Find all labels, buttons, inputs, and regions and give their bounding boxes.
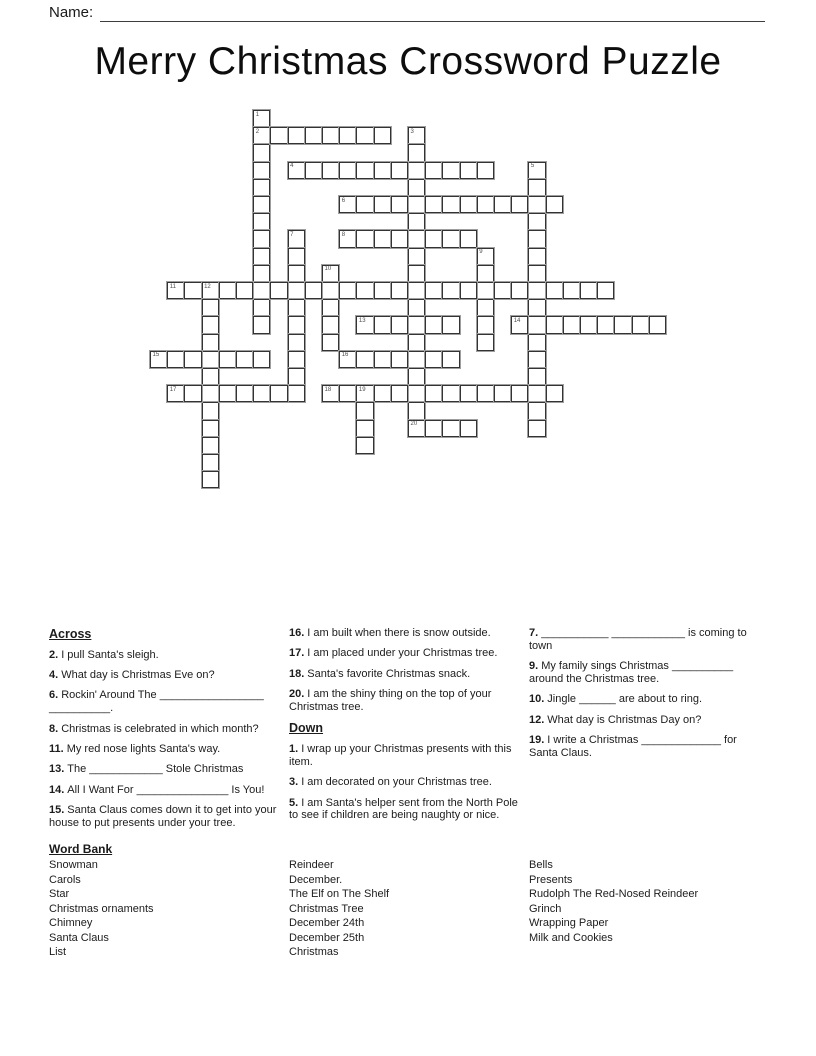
cell-number: 12 [204,283,211,290]
grid-cell[interactable] [339,351,356,368]
grid-cell[interactable] [597,282,614,299]
grid-cell[interactable] [494,385,511,402]
grid-cell[interactable] [460,385,477,402]
clue-number: 10. [529,693,545,706]
grid-cell[interactable] [391,316,408,333]
grid-cell[interactable] [253,162,270,179]
cell-number: 3 [410,128,414,135]
clue-text: I am Santa's helper sent from the North Pole to see if children are being naughty or nice. [289,796,518,822]
grid-cell[interactable] [528,299,545,316]
grid-cell[interactable] [546,316,563,333]
grid-cell[interactable] [511,282,528,299]
grid-cell[interactable] [202,316,219,333]
grid-cell[interactable] [528,179,545,196]
clue-number: 5. [289,796,299,809]
clue-number: 7. [529,627,539,639]
grid-cell[interactable] [408,162,425,179]
grid-cell[interactable] [528,230,545,247]
word-bank-item: Christmas Tree [289,902,364,915]
clue-text: ___________ ____________ is coming to town [529,627,747,652]
grid-cell[interactable] [442,316,459,333]
word-bank-item: December 24th [289,917,365,929]
grid-cell[interactable] [339,127,356,144]
clue-text: I am decorated on your Christmas tree. [301,776,492,789]
grid-cell[interactable] [408,316,425,333]
grid-cell[interactable] [442,385,459,402]
grid-cell[interactable] [356,282,373,299]
clue-number: 6. [49,689,59,702]
clue-text: Jingle ______ are about to ring. [547,693,703,706]
grid-cell[interactable] [374,316,391,333]
grid-cell[interactable] [477,248,494,265]
grid-cell[interactable] [408,127,425,144]
grid-cell[interactable] [322,316,339,333]
grid-cell[interactable] [408,402,425,419]
grid-cell[interactable] [632,316,649,333]
clues-column-down [529,627,763,767]
clue-number: 11. [49,742,64,755]
grid-cell[interactable] [546,196,563,213]
grid-cell[interactable] [391,230,408,247]
clue-text: Santa Claus comes down it to get into your house to put presents under your tree. [49,804,277,829]
grid-cell[interactable] [253,230,270,247]
grid-cell[interactable] [528,420,545,437]
grid-cell[interactable] [408,282,425,299]
word-bank-column-1 [49,858,283,960]
grid-cell[interactable] [374,196,391,213]
cell-number: 11 [169,283,176,290]
grid-cell[interactable] [408,385,425,402]
grid-cell[interactable] [253,213,270,230]
grid-cell[interactable] [494,196,511,213]
grid-cell[interactable] [511,196,528,213]
grid-cell[interactable] [391,162,408,179]
clue-text: My family sings Christmas __________ around the Christmas tree. [529,660,734,686]
grid-cell[interactable] [374,162,391,179]
word-bank-item: December. [289,873,343,886]
grid-cell[interactable] [477,385,494,402]
grid-cell[interactable] [288,299,305,316]
grid-cell[interactable] [356,420,373,437]
cell-number: 17 [169,386,177,393]
word-bank-item: Wrapping Paper [529,917,609,929]
grid-cell[interactable] [305,162,322,179]
grid-cell[interactable] [288,334,305,351]
clue-header-down: Down [289,721,324,736]
grid-cell[interactable] [270,127,287,144]
grid-cell[interactable] [425,385,442,402]
clue-text: I pull Santa's sleigh. [61,648,159,661]
grid-cell[interactable] [202,368,219,385]
name-label: Name: [49,4,94,21]
clue-text: The ____________ Stole Christmas [67,763,244,776]
cell-number: 9 [479,249,483,256]
clue-text: All I Want For _______________ Is You! [67,783,265,796]
cell-number: 14 [513,317,521,324]
grid-cell[interactable] [374,351,391,368]
grid-cell[interactable] [219,282,236,299]
word-bank-item: Snowman [49,859,98,871]
grid-cell[interactable] [202,351,219,368]
grid-cell[interactable] [425,420,442,437]
grid-cell[interactable] [528,385,545,402]
cell-number: 20 [410,421,418,428]
word-bank-item: Chimney [49,917,93,929]
grid-cell[interactable] [305,282,322,299]
grid-cell[interactable] [442,282,459,299]
grid-cell[interactable] [528,265,545,282]
grid-cell[interactable] [288,248,305,265]
name-row [49,4,765,22]
clue-number: 17. [289,647,305,660]
grid-cell[interactable] [253,299,270,316]
grid-cell[interactable] [408,299,425,316]
cell-number: 1 [255,111,260,118]
word-bank-item: List [49,946,67,958]
grid-cell[interactable] [442,230,459,247]
grid-cell[interactable] [408,230,425,247]
grid-cell[interactable] [460,230,477,247]
grid-cell[interactable] [563,316,580,333]
grid-cell[interactable] [425,316,442,333]
grid-cell[interactable] [167,282,184,299]
grid-cell[interactable] [167,351,184,368]
cell-number: 13 [358,317,366,324]
grid-cell[interactable] [253,265,270,282]
clue-item [49,743,283,756]
clue-number: 1. [289,742,299,755]
grid-cell[interactable] [408,351,425,368]
clue-number: 2. [49,648,59,661]
clue-number: 18. [289,667,305,680]
grid-cell[interactable] [202,299,219,316]
grid-cell[interactable] [528,316,545,333]
clue-item [289,647,523,660]
clue-text: I write a Christmas _____________ for Santa Claus. [529,734,737,760]
grid-cell[interactable] [614,316,631,333]
grid-cell[interactable] [477,196,494,213]
grid-cell[interactable] [253,110,270,127]
grid-cell[interactable] [305,127,322,144]
word-bank-item: Rudolph The Red-Nosed Reindeer [529,888,699,900]
clue-number: 8. [49,722,59,735]
grid-cell[interactable] [202,471,219,488]
cell-number: 5 [530,163,535,170]
grid-cell[interactable] [477,299,494,316]
word-bank-item: Santa Claus [49,931,109,944]
grid-cell[interactable] [460,282,477,299]
word-bank-item: Star [49,888,70,900]
grid-cell[interactable] [477,316,494,333]
grid-cell[interactable] [597,316,614,333]
grid-cell[interactable] [356,316,373,333]
grid-cell[interactable] [511,316,528,333]
word-bank-item: Christmas ornaments [49,902,154,915]
grid-cell[interactable] [528,162,545,179]
grid-cell[interactable] [408,196,425,213]
grid-cell[interactable] [442,162,459,179]
clue-text: My red nose lights Santa's way. [66,742,221,755]
clue-number: 13. [49,763,65,776]
grid-cell[interactable] [391,351,408,368]
grid-cell[interactable] [356,230,373,247]
grid-cell[interactable] [356,127,373,144]
grid-cell[interactable] [425,351,442,368]
cell-number: 8 [341,231,346,238]
grid-cell[interactable] [253,144,270,161]
grid-cell[interactable] [580,316,597,333]
grid-cell[interactable] [408,420,425,437]
clue-item [49,649,283,662]
grid-cell[interactable] [546,282,563,299]
grid-cell[interactable] [202,402,219,419]
grid-cell[interactable] [528,196,545,213]
grid-cell[interactable] [425,282,442,299]
grid-cell[interactable] [425,196,442,213]
cell-number: 19 [358,386,366,393]
grid-cell[interactable] [253,316,270,333]
grid-cell[interactable] [374,282,391,299]
clue-item [49,689,283,715]
grid-cell[interactable] [511,385,528,402]
grid-cell[interactable] [391,196,408,213]
grid-cell[interactable] [339,282,356,299]
grid-cell[interactable] [288,265,305,282]
word-bank-item: Presents [529,873,573,886]
grid-cell[interactable] [202,454,219,471]
grid-cell[interactable] [408,265,425,282]
grid-cell[interactable] [408,213,425,230]
grid-cell[interactable] [253,127,270,144]
clue-text: Christmas is celebrated in which month? [61,722,259,735]
grid-cell[interactable] [253,282,270,299]
word-bank-item: Christmas [289,946,339,958]
clue-text: Rockin' Around The _________________ __________. [49,689,264,715]
grid-cell[interactable] [460,420,477,437]
grid-cell[interactable] [288,282,305,299]
grid-cell[interactable] [391,282,408,299]
grid-cell[interactable] [580,282,597,299]
clue-item [529,714,763,727]
grid-cell[interactable] [322,282,339,299]
clue-text: What day is Christmas Eve on? [61,668,215,681]
grid-cell[interactable] [270,385,287,402]
grid-cell[interactable] [528,351,545,368]
clue-number: 15. [49,804,65,816]
grid-cell[interactable] [374,127,391,144]
grid-cell[interactable] [236,385,253,402]
grid-cell[interactable] [253,385,270,402]
grid-cell[interactable] [202,385,219,402]
grid-cell[interactable] [374,385,391,402]
grid-cell[interactable] [477,162,494,179]
grid-cell[interactable] [563,282,580,299]
grid-cell[interactable] [460,196,477,213]
grid-cell[interactable] [408,368,425,385]
cell-number: 4 [290,163,294,170]
clue-number: 20. [289,688,305,701]
clue-number: 14. [49,783,65,796]
grid-cell[interactable] [236,351,253,368]
grid-cell[interactable] [460,162,477,179]
clue-item [289,776,523,789]
grid-cell[interactable] [528,368,545,385]
grid-cell[interactable] [288,230,305,247]
clue-item [289,668,523,681]
clue-item [49,723,283,736]
grid-cell[interactable] [339,230,356,247]
clue-number: 12. [529,713,545,726]
grid-cell[interactable] [253,196,270,213]
grid-cell[interactable] [442,420,459,437]
clue-number: 16. [289,627,305,639]
clue-header-across: Across [49,627,92,641]
grid-cell[interactable] [288,162,305,179]
grid-cell[interactable] [442,351,459,368]
grid-cell[interactable] [219,351,236,368]
grid-cell[interactable] [528,213,545,230]
grid-cell[interactable] [528,402,545,419]
grid-cell[interactable] [442,196,459,213]
grid-cell[interactable] [184,282,201,299]
grid-cell[interactable] [528,248,545,265]
grid-cell[interactable] [322,162,339,179]
clue-number: 4. [49,668,59,681]
grid-cell[interactable] [322,127,339,144]
clue-item [529,734,763,760]
grid-cell[interactable] [425,230,442,247]
cell-number: 16 [341,352,349,359]
word-bank-item: Milk and Cookies [529,931,613,944]
cell-number: 15 [152,352,160,359]
grid-cell[interactable] [494,282,511,299]
word-bank-item: December 25th [289,931,365,944]
clue-text: I am the shiny thing on the top of your Christmas tree. [289,688,492,713]
cell-number: 18 [324,386,332,393]
clue-item [49,763,283,776]
clue-text: I am placed under your Christmas tree. [307,647,498,660]
word-bank-column-3 [529,858,763,945]
grid-cell[interactable] [202,282,219,299]
clue-text: I am built when there is snow outside. [307,627,491,639]
clue-item [289,743,523,769]
grid-cell[interactable] [288,316,305,333]
grid-cell[interactable] [288,127,305,144]
grid-cell[interactable] [322,265,339,282]
grid-cell[interactable] [202,437,219,454]
grid-cell[interactable] [408,144,425,161]
grid-cell[interactable] [339,196,356,213]
grid-cell[interactable] [150,351,167,368]
clues-column-across [49,627,283,837]
grid-cell[interactable] [184,385,201,402]
clue-item [289,688,523,714]
grid-cell[interactable] [202,334,219,351]
grid-cell[interactable] [528,334,545,351]
grid-cell[interactable] [253,179,270,196]
clue-text: What day is Christmas Day on? [547,713,702,726]
grid-cell[interactable] [408,248,425,265]
grid-cell[interactable] [288,351,305,368]
cell-number: 2 [255,128,260,135]
grid-cell[interactable] [339,385,356,402]
grid-cell[interactable] [356,351,373,368]
grid-cell[interactable] [477,334,494,351]
grid-cell[interactable] [219,385,236,402]
grid-cell[interactable] [288,385,305,402]
grid-cell[interactable] [425,162,442,179]
clue-item [49,784,283,797]
cell-number: 10 [324,266,332,273]
grid-cell[interactable] [270,282,287,299]
grid-cell[interactable] [322,385,339,402]
grid-cell[interactable] [374,230,391,247]
clue-number: 9. [529,660,539,673]
grid-cell[interactable] [322,299,339,316]
clue-item [289,797,523,823]
grid-cell[interactable] [322,334,339,351]
clues-column-middle [289,627,523,830]
name-blank-line[interactable] [100,6,765,22]
clue-text: Santa's favorite Christmas snack. [307,667,471,680]
clue-item [529,660,763,686]
word-bank-item: Reindeer [289,859,334,871]
grid-cell[interactable] [184,351,201,368]
grid-cell[interactable] [649,316,666,333]
grid-cell[interactable] [356,162,373,179]
grid-cell[interactable] [288,368,305,385]
word-bank-header: Word Bank [49,842,113,856]
grid-cell[interactable] [356,196,373,213]
word-bank-item: Grinch [529,902,562,915]
grid-cell[interactable] [477,282,494,299]
clue-item [49,669,283,682]
word-bank-item: Bells [529,859,553,871]
grid-cell[interactable] [253,248,270,265]
word-bank-column-2 [289,858,523,960]
grid-cell[interactable] [202,420,219,437]
grid-cell[interactable] [356,402,373,419]
page-title: Merry Christmas Crossword Puzzle [94,40,722,83]
clue-item [289,627,523,640]
cell-number: 7 [290,231,294,238]
grid-cell[interactable] [528,282,545,299]
clue-text: I wrap up your Christmas presents with this item. [289,742,512,768]
grid-cell[interactable] [408,334,425,351]
grid-cell[interactable] [391,385,408,402]
grid-cell[interactable] [408,179,425,196]
clue-item [49,804,283,830]
grid-cell[interactable] [253,351,270,368]
cell-number: 6 [341,197,346,204]
word-bank-item: Carols [49,873,81,886]
clue-number: 19. [529,734,545,747]
clue-number: 3. [289,776,299,789]
grid-cell[interactable] [167,385,184,402]
grid-cell[interactable] [356,385,373,402]
word-bank-item: The Elf on The Shelf [289,888,390,900]
grid-cell[interactable] [339,162,356,179]
grid-cell[interactable] [356,437,373,454]
grid-cell[interactable] [477,265,494,282]
clue-item [529,693,763,706]
grid-cell[interactable] [236,282,253,299]
clue-item [529,627,763,653]
grid-cell[interactable] [546,385,563,402]
